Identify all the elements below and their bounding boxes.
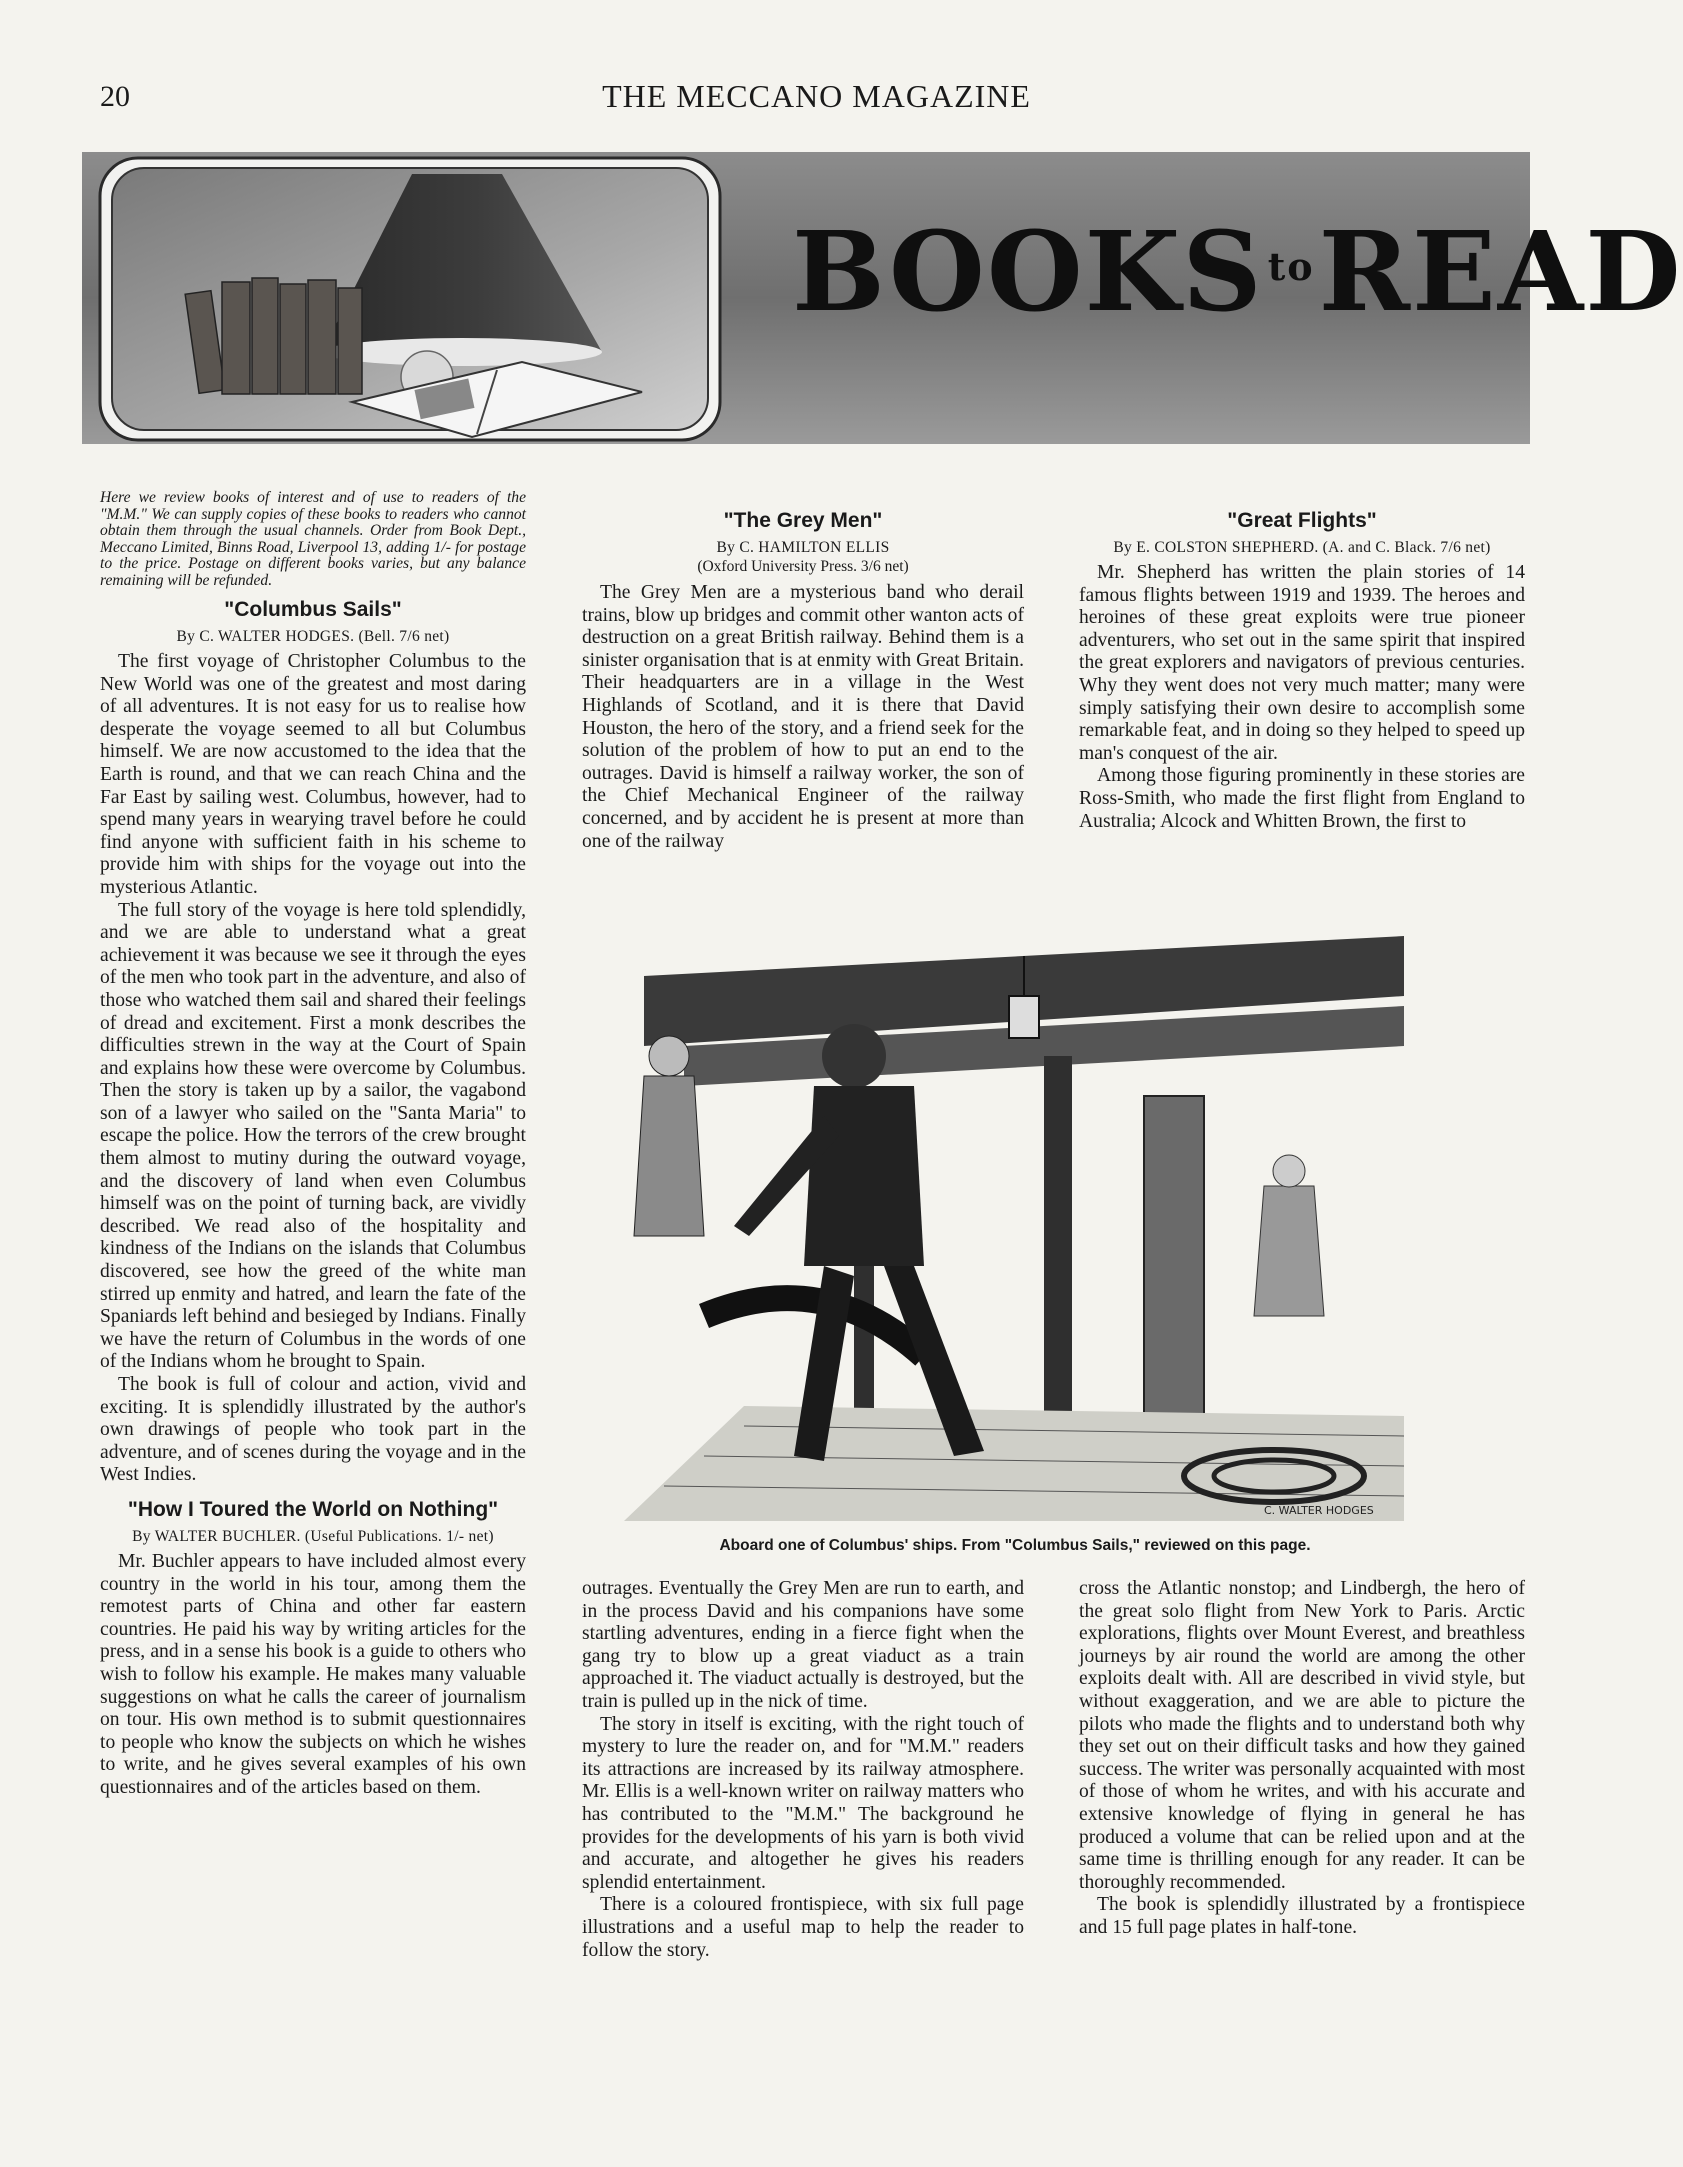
column-left xyxy=(100,490,526,1800)
columbus-paragraph: The book is full of colour and action, vivid and exciting. It is splendidly illustrated by the author's own drawings of people who took part in the adventure, and of scenes during the voyage and in the West Indies. xyxy=(100,1374,526,1486)
great-flights-paragraph: Mr. Shepherd has written the plain stories of 14 famous flights between 1919 and 1939. The heroes and heroines of these great exploits were true pioneer adventurers, who set out in the same spirit that inspired the great explorers and navigators of previous centuries. Why they went does not very much matter; many were simply satisfying their own desire to accomplish some remarkable feat, and in doing so they helped to speed up man's conquest of the air. xyxy=(1079,562,1525,764)
great-flights-paragraph: Among those figuring prominently in these stories are Ross-Smith, who made the first flight from England to Australia; Alcock and Whitten Brown, the first to xyxy=(1079,765,1525,832)
grey-men-paragraph: The Grey Men are a mysterious band who derail trains, blow up bridges and commit other wanton acts of destruction on a great British railway. Behind them is a sinister organisation that is at enmity with Great Britain. Their headquarters are in a village in the West Highlands of Scotland, and it is there that David Houston, the hero of the story, and a friend seek for the solution of the problem of how to put an end to the outrages. David is himself a railway worker, the son of the Chief Mechanical Engineer of the railway concerned, and by accident he is present at more than one of the railway xyxy=(582,582,1024,852)
column-right-top xyxy=(1079,500,1525,833)
banner-title-to: to xyxy=(1267,244,1315,290)
page-number: 20 xyxy=(100,80,130,113)
grey-men-paragraph: The story in itself is exciting, with the right touch of mystery to lure the reader on, and for "M.M." readers its attractions are increased by its railway atmosphere. Mr. Ellis is a well-known writer on railway matters who has contributed to the "M.M." The background he provides for the developments of his yarn is both vivid and accurate, and altogether he gives his readers splendid entertainment. xyxy=(582,1713,1024,1893)
illustration-caption: Aboard one of Columbus' ships. From "Columbus Sails," reviewed on this page. xyxy=(719,1537,1311,1554)
byline-columbus: By C. WALTER HODGES. (Bell. 7/6 net) xyxy=(176,628,450,645)
byline-great-flights: By E. COLSTON SHEPHERD. (A. and C. Black. 7/6 net) xyxy=(1113,539,1491,556)
great-flights-paragraph: The book is splendidly illustrated by a frontispiece and 15 full page plates in half-tone. xyxy=(1079,1894,1525,1938)
review-title-columbus: "Columbus Sails" xyxy=(224,598,402,621)
banner-title-books: BOOKS xyxy=(792,207,1264,336)
review-title-toured: "How I Toured the World on Nothing" xyxy=(127,1497,499,1521)
review-title-grey-men: "The Grey Men" xyxy=(723,509,883,532)
great-flights-paragraph: cross the Atlantic nonstop; and Lindbergh, the hero of the great solo flight from New York to Paris. Arctic explorations, flights over Mount Everest, and breathless journeys by air round the world are among the other exploits dealt with. All are described in vivid style, but without exaggeration, and we are able to picture the pilots who made the flights and to understand both why they set out on their difficult tasks and how they gained success. The writer was personally acquainted with most of those of whom he writes, and with his accurate and extensive knowledge of flying in general he has produced a volume that can be relied upon and at the same time is thrilling enough for any reader. It can be thoroughly recommended. xyxy=(1079,1578,1525,1893)
columbus-paragraph: The first voyage of Christopher Columbus to the New World was one of the greatest and most daring of all adventures. It is not easy for us to realise how desperate the voyage seemed to all but Columbus himself. We are now accustomed to the idea that the Earth is round, and that we can reach China and the Far East by sailing west. Columbus, however, had to spend many years in wearying travel before he could find anyone with sufficient faith in his scheme to provide him with ships for the voyage out into the mysterious Atlantic. xyxy=(100,651,526,898)
banner-title xyxy=(792,207,1683,336)
review-title-great-flights: "Great Flights" xyxy=(1227,509,1377,532)
banner-title-read: READ xyxy=(1318,207,1683,336)
columbus-ship-illustration xyxy=(624,936,1404,1521)
column-right-bottom xyxy=(1079,1578,1525,1940)
magazine-title: THE MECCANO MAGAZINE xyxy=(602,78,1031,114)
column-middle-bottom xyxy=(582,1578,1024,1962)
byline-grey-men: By C. HAMILTON ELLIS xyxy=(716,539,890,556)
books-to-read-banner xyxy=(82,152,1683,444)
artist-signature: C. WALTER HODGES xyxy=(1264,1504,1374,1517)
ship-deck-drawing xyxy=(624,936,1404,1521)
grey-men-paragraph: There is a coloured frontispiece, with six full page illustrations and a useful map to help the reader to follow the story. xyxy=(582,1894,1024,1961)
publisher-grey-men: (Oxford University Press. 3/6 net) xyxy=(697,558,909,575)
column-middle-top xyxy=(582,500,1024,853)
byline-toured: By WALTER BUCHLER. (Useful Publications. 1/- net) xyxy=(132,1527,494,1545)
intro-note: Here we review books of interest and of use to readers of the "M.M." We can supply copies of these books to readers who cannot obtain them through the usual channels. Order from Book Dept., Meccano Limited, Binns Road, Liverpool 13, adding 1/- for postage to the price. Postage on different books varies, but any balance remaining will be refunded. xyxy=(100,489,526,589)
columbus-paragraph: The full story of the voyage is here told splendidly, and we are able to understand what a great achievement it was because we see it through the eyes of the men who took part in the adventure, and also of those who watched them sail and shared their feelings of dread and excitement. First a monk describes the difficulties strewn in the way at the Court of Spain and explains how these were overcome by Columbus. Then the story is taken up by a sailor, the vagabond son of a lawyer who sailed on the "Santa Maria" to escape the police. How the terrors of the crew brought them almost to mutiny during the outward voyage, and the discovery of land when even Columbus himself was on the point of turning back, are vividly described. We read also of the hospitality and kindness of the Indians on the islands that Columbus discovered, see how the greed of the white man stirred up enmity and hatred, and learn the fate of the Spaniards left behind and besieged by Indians. Finally we have the return of Columbus in the words of one of the Indians whom he brought to Spain. xyxy=(100,899,526,1373)
toured-paragraph: Mr. Buchler appears to have included almost every country in the world in his tour, among them the remotest parts of China and other far eastern countries. He paid his way by writing articles for the press, and in a sense his book is a guide to others who wish to follow his example. He makes many valuable suggestions on what he calls the career of journalism on tour. His own method is to submit questionnaires to people who know the subjects on which he wishes to write, and he gives several examples of his own questionnaires and of the articles based on them. xyxy=(100,1550,526,1798)
grey-men-paragraph: outrages. Eventually the Grey Men are run to earth, and in the process David and his companions have some startling adventures, ending in a fierce fight when the gang try to blow up a great viaduct as a train approached it. The viaduct actually is destroyed, but the train is pulled up in the nick of time. xyxy=(582,1578,1024,1712)
